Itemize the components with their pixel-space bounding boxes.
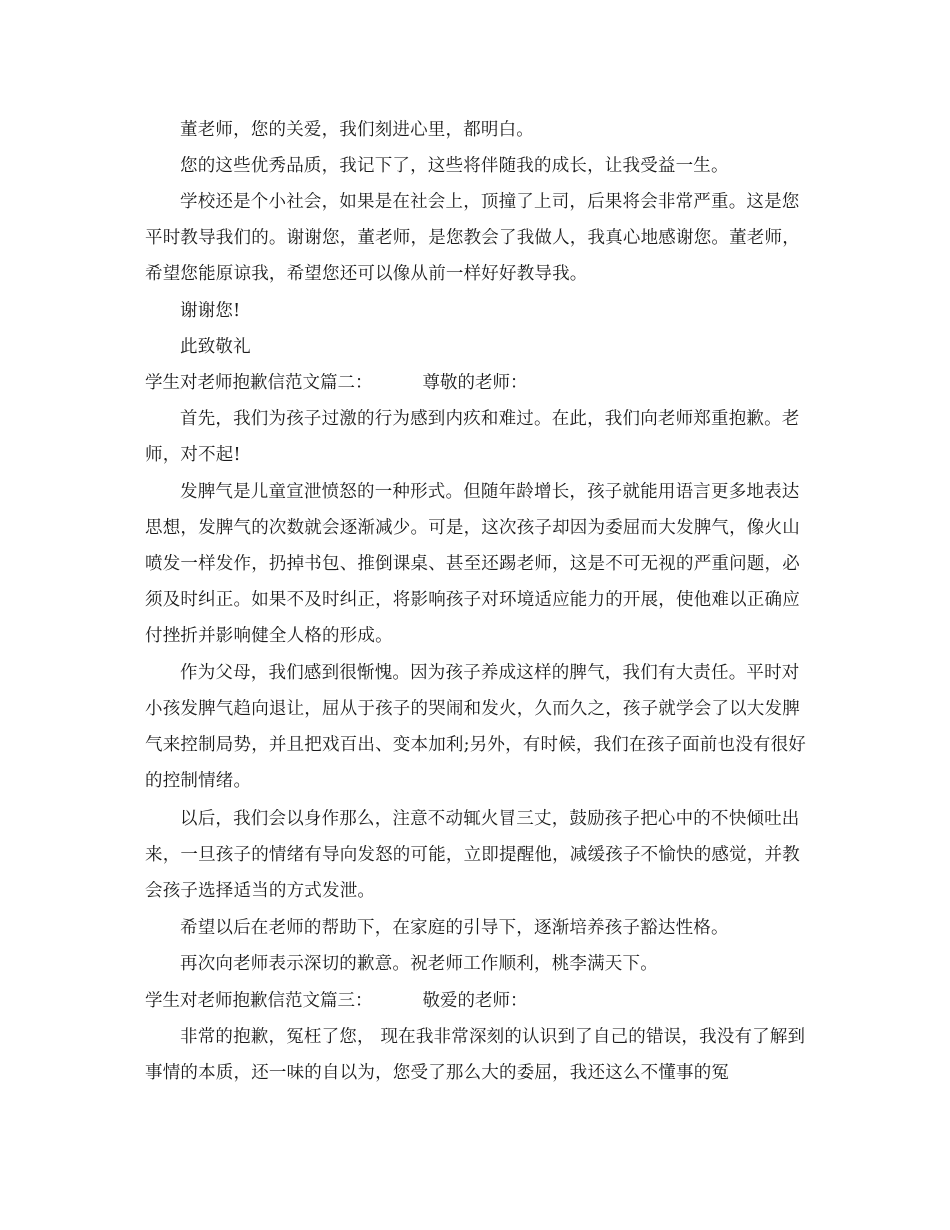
paragraph-3: 学校还是个小社会，如果是在社会上，顶撞了上司，后果将会非常严重。这是您平时教导我们的。谢谢您，董老师，是您教会了我做人，我真心地感谢您。董老师，希望您能原谅我，希望您还可以像从前一样好好教导我。: [145, 192, 800, 284]
section-2-paragraph-6: 再次向老师表示深切的歉意。祝老师工作顺利，桃李满天下。: [180, 954, 658, 974]
paragraph-4: 谢谢您!: [180, 301, 241, 321]
paragraph-5: 此致敬礼: [180, 337, 251, 357]
section-2-paragraph-4: 以后，我们会以身作那么，注意不动辄火冒三丈，鼓励孩子把心中的不快倾吐出来，一旦孩子的情绪有导向发怒的可能，立即提醒他，减缓孩子不愉快的感觉，并教会孩子选择适当的方式发泄。: [145, 809, 800, 901]
section-2-paragraph-1: 首先，我们为孩子过激的行为感到内疚和难过。在此，我们向老师郑重抱歉。老师，对不起!: [145, 409, 800, 465]
section-2-paragraph-2: 发脾气是儿童宣泄愤怒的一种形式。但随年龄增长，孩子就能用语言更多地表达思想，发脾气的次数就会逐渐减少。可是，这次孩子却因为委屈而大发脾气，像火山喷发一样发作，扔掉书包、推倒课桌、甚至还踢老师，这是不可无视的严重问题，必须及时纠正。如果不及时纠正，将影响孩子对环境适应能力的开展，使他难以正确应付挫折并影响健全人格的形成。: [145, 482, 800, 646]
section-2-paragraph-5: 希望以后在老师的帮助下，在家庭的引导下，逐渐培养孩子豁达性格。: [180, 918, 729, 938]
section-3-heading: [145, 983, 528, 1019]
section-2-title: 学生对老师抱歉信范文篇二：: [145, 373, 373, 393]
section-3-paragraph-1: 非常的抱歉，冤枉了您， 现在我非常深刻的认识到了自己的错误，我没有了解到事情的本质，还一味的自以为，您受了那么大的委屈，我还这么不懂事的冤: [145, 1027, 806, 1083]
section-2-heading: [145, 365, 528, 401]
section-2-paragraph-3: 作为父母，我们感到很惭愧。因为孩子养成这样的脾气，我们有大责任。平时对小孩发脾气趋向退让，屈从于孩子的哭闹和发火，久而久之，孩子就学会了以大发脾气来控制局势，并且把戏百出、变本加利;另外，有时候，我们在孩子面前也没有很好的控制情绪。: [145, 663, 806, 791]
paragraph-2: 您的这些优秀品质，我记下了，这些将伴随我的成长，让我受益一生。: [180, 156, 729, 176]
section-3-salutation: 敬爱的老师：: [422, 991, 528, 1011]
section-2-salutation: 尊敬的老师：: [422, 373, 528, 393]
section-3-title: 学生对老师抱歉信范文篇三：: [145, 991, 373, 1011]
paragraph-1: 董老师，您的关爱，我们刻进心里，都明白。: [180, 120, 534, 140]
